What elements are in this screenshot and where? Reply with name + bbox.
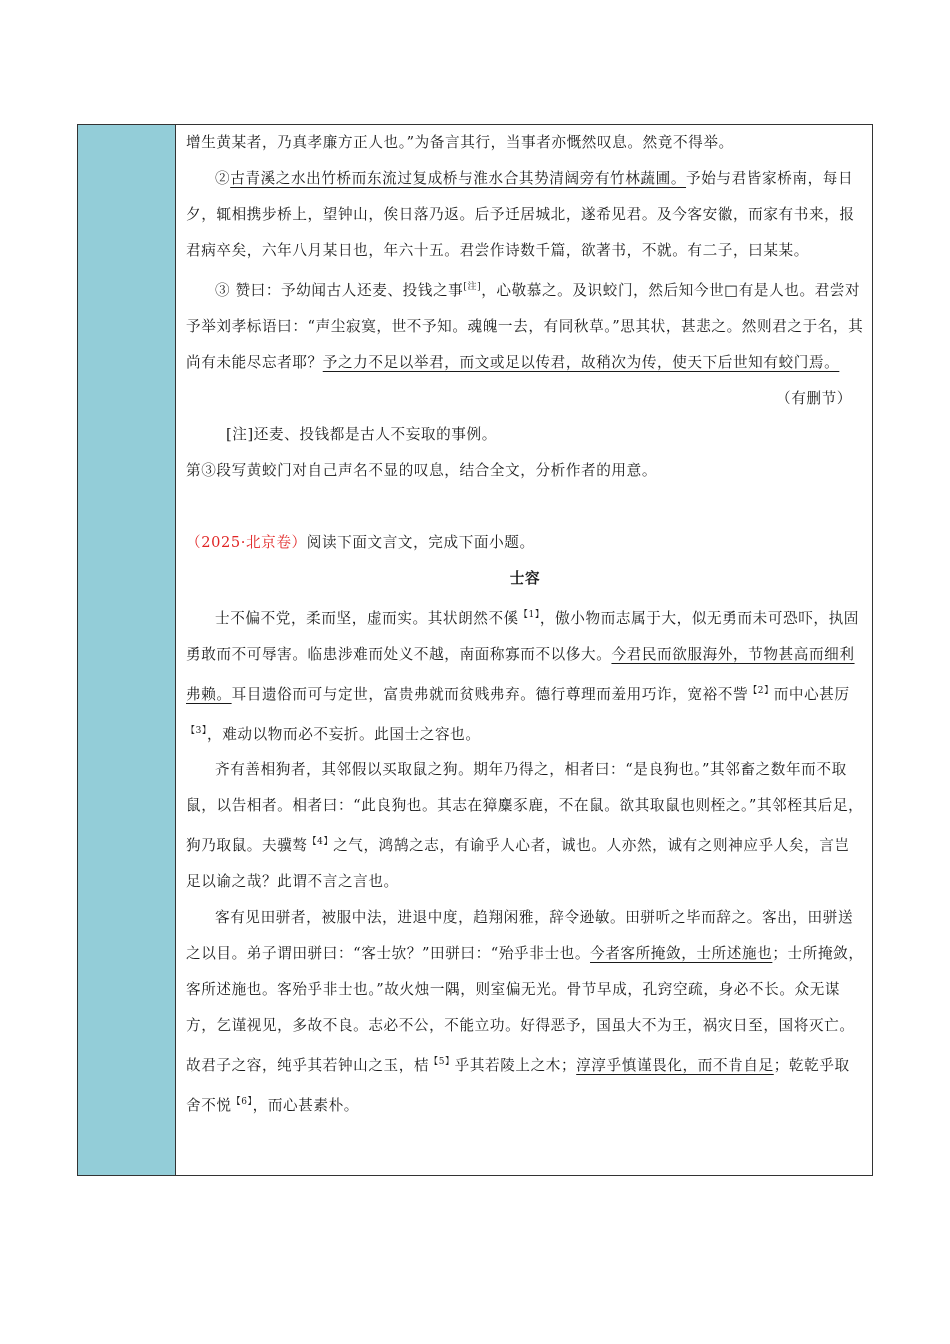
text: 齐有善相狗者，其邻假以买取鼠之狗。期年乃得之，相者曰：“是良狗也。”其邻畜之数年而不取鼠，以告相者。相者曰：“此良狗也。其志在獐麋豕鹿，不在鼠。欲其取鼠也则桎之。”其邻桎其后足，狗乃取鼠。夫骥骜 bbox=[186, 761, 864, 855]
paragraph-1-end bbox=[186, 125, 864, 161]
text: 士不偏不党，柔而坚，虚而实。其状朗然不傒 bbox=[215, 609, 519, 627]
paragraph-3 bbox=[186, 269, 864, 381]
footnote-marker: [注] bbox=[463, 282, 482, 292]
text: ，难动以物而必不妄折。此国士之容也。 bbox=[207, 725, 481, 743]
footnote-marker: 【4】 bbox=[307, 837, 334, 848]
text: 予始与君皆家桥南，每日夕，辄相携步桥上，望钟山，俟日落乃返。后予迁居城北，遂希见君。及今客安徽，而家有书来，报君病卒矣，六年八月某日也，年六十五。君尝作诗数千篇，欲著书，不就。有二子，曰某某。 bbox=[186, 170, 855, 259]
question: 第③段写黄蛟门对自己声名不显的叹息，结合全文，分析作者的用意。 bbox=[186, 461, 658, 479]
instruction: 阅读下面文言文，完成下面小题。 bbox=[306, 533, 535, 551]
paragraph-number: ③ bbox=[215, 281, 231, 299]
footnote-marker: 【3】 bbox=[186, 725, 208, 736]
exam-source: （2025·北京卷） bbox=[186, 533, 307, 551]
text: ；士所掩敛，客所述施也。客殆乎非士也。”故火烛一隅，则室偏无光。骨节早成，孔窍空疏，身必不长。众无谋方，乞谨视见，多故不良。志必不公，不能立功。好得恶予，国虽大不为王，祸灾日至，国将灭亡。故君子之容，纯乎其若钟山之玉，桔 bbox=[186, 945, 864, 1075]
table-frame bbox=[77, 124, 873, 1176]
passage2-paragraph-1 bbox=[186, 597, 864, 753]
text: 而中心甚厉 bbox=[773, 685, 850, 703]
footnote-marker: 【5】 bbox=[429, 1057, 455, 1068]
text: 耳目遗俗而可与定世，富贵弗就而贫贱弗弃。德行尊理而羞用巧诈，宽裕不訾 bbox=[231, 685, 749, 703]
underlined-sentence: 予之力不足以举君，而文或足以传君，故稍次为传，使天下后世知有蛟门焉。 bbox=[322, 353, 840, 371]
footnote-marker: 【1】 bbox=[518, 609, 540, 620]
footnote-marker: 【6】 bbox=[231, 1097, 253, 1108]
source-line bbox=[186, 525, 864, 561]
text: 乎其若陵上之木； bbox=[454, 1057, 577, 1075]
underlined-sentence: 今者客所掩敛，士所述施也 bbox=[590, 945, 773, 963]
text: 客有见田骈者，被服中法，进退中度，趋翔闲雅，辞令逊敏。田骈听之毕而辞之。客出，田骈送之以目。弟子谓田骈曰：“客士欤？”田骈曰：“殆乎非士也。 bbox=[186, 909, 854, 963]
paragraph-2 bbox=[186, 161, 864, 269]
text: 增生黄某者，乃真孝廉方正人也。”为备言其行，当事者亦慨然叹息。然竟不得举。 bbox=[186, 134, 734, 151]
abridged-note: （有删节） bbox=[776, 389, 852, 407]
underlined-sentence: 淳淳乎慎谨畏化，而不肯自足 bbox=[576, 1057, 774, 1075]
text: ，而心甚素朴。 bbox=[252, 1097, 359, 1115]
content-cell bbox=[186, 125, 864, 1124]
passage2-paragraph-2 bbox=[186, 752, 864, 900]
footnote-marker: 【2】 bbox=[748, 685, 774, 696]
passage-title: 士容 bbox=[509, 569, 541, 587]
text: 赞曰：予幼闻古人还麦、投钱之事 bbox=[235, 281, 464, 299]
passage2-paragraph-3 bbox=[186, 900, 864, 1124]
sidebar-cell bbox=[78, 125, 176, 1175]
text: ；乾乾乎取舍不悦 bbox=[186, 1057, 850, 1115]
underlined-sentence: 今君民而欲服海外，节物甚高而细利弗赖。 bbox=[186, 645, 855, 703]
text: 之气，鸿鹄之志，有谕乎人心者，诚也。人亦然，诚有之则神应乎人矣，言岂足以谕之哉？此谓不言之言也。 bbox=[186, 837, 850, 891]
text: ，心敬慕之。及识蛟门，然后知今世□有是人也。君尝对予举刘孝标语曰：“声尘寂寞，世不予知。魂魄一去，有同秋草。”思其状，甚悲之。然则君之于名，其尚有未能尽忘者耶？ bbox=[186, 281, 864, 371]
underlined-sentence: 古青溪之水出竹桥而东流过复成桥与淮水合其势清阔旁有竹林蔬圃。 bbox=[230, 170, 687, 187]
text: ，傲小物而志属于大，似无勇而未可恐吓，执固勇敢而不可辱害。临患涉难而处义不越，南面称寡而不以侈大。 bbox=[186, 609, 859, 663]
paragraph-number: ② bbox=[215, 170, 231, 187]
footnote: [注]还麦、投钱都是古人不妄取的事例。 bbox=[226, 425, 497, 443]
